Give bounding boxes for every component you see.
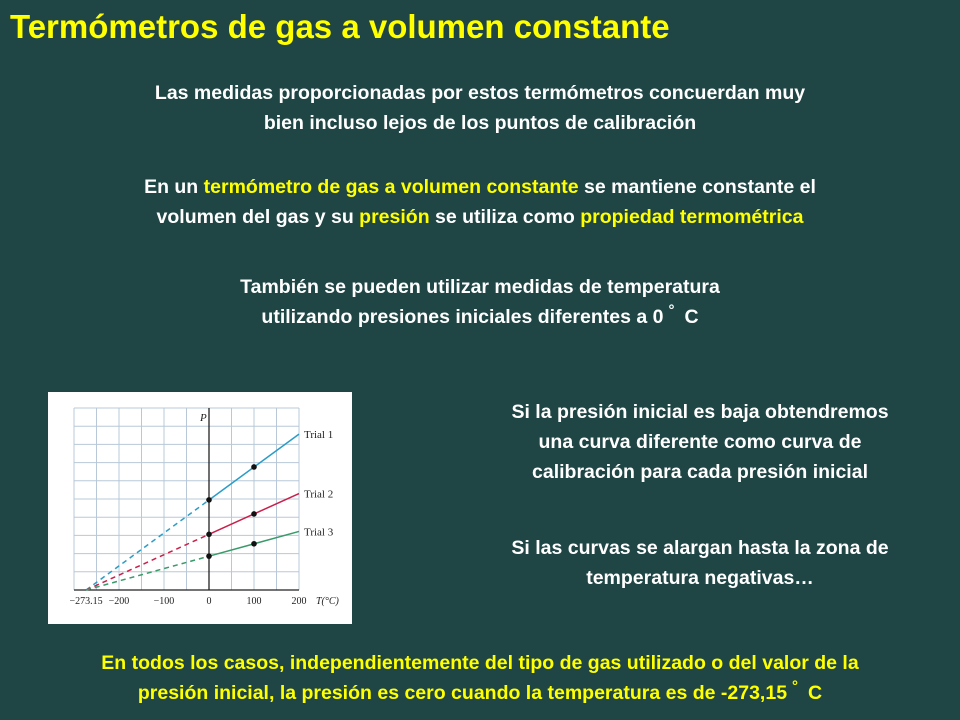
paragraph-line: En todos los casos, independientemente del tipo de gas utilizado o del valor de la xyxy=(101,652,859,674)
degree-symbol: ° xyxy=(792,678,799,695)
x-tick-label: 200 xyxy=(291,596,307,607)
paragraph-definition xyxy=(30,172,930,232)
text-segment: C xyxy=(808,682,823,704)
series-label: Trial 2 xyxy=(304,488,334,501)
series-label: Trial 3 xyxy=(304,526,334,539)
paragraph-line xyxy=(30,202,930,232)
paragraph-low-pressure xyxy=(450,397,950,487)
data-point xyxy=(251,511,257,517)
paragraph-line: temperatura negativas… xyxy=(586,567,814,589)
paragraph-line: Las medidas proporcionadas por estos termómetros concuerdan muy xyxy=(154,82,806,104)
chart-svg xyxy=(48,392,352,624)
paragraph-line xyxy=(30,172,930,202)
data-point xyxy=(251,541,257,547)
pressure-temperature-chart xyxy=(48,392,352,624)
paragraph-line: una curva diferente como curva de xyxy=(538,431,862,453)
paragraph-line: bien incluso lejos de los puntos de calibración xyxy=(263,112,697,134)
text-segment: presión inicial, la presión es cero cuando la temperatura es de -273,15 xyxy=(137,682,788,704)
x-tick-label: 0 xyxy=(206,596,212,607)
paragraph-line: También se pueden utilizar medidas de temperatura xyxy=(240,276,720,298)
data-point xyxy=(206,553,212,559)
y-axis-label: P xyxy=(200,412,207,424)
data-point xyxy=(206,532,212,538)
series-2-extrapolation xyxy=(86,534,209,590)
x-tick-label: −200 xyxy=(108,596,130,607)
paragraph-conclusion xyxy=(0,648,960,710)
highlight-text: termómetro de gas a volumen constante xyxy=(203,176,579,198)
text-segment: se utiliza como xyxy=(429,206,581,228)
highlight-text: presión xyxy=(359,206,430,228)
paragraph-line: Si las curvas se alargan hasta la zona de xyxy=(511,537,889,559)
series-3-extrapolation xyxy=(86,556,209,590)
data-point xyxy=(251,464,257,470)
page-title: Termómetros de gas a volumen constante xyxy=(10,8,670,45)
text-segment: volumen del gas y su xyxy=(156,206,360,228)
paragraph-line xyxy=(120,302,840,334)
paragraph-initial-pressures xyxy=(120,272,840,334)
text-segment: C xyxy=(684,306,699,328)
text-segment: se mantiene constante el xyxy=(578,176,816,198)
paragraph-calibration-accuracy xyxy=(60,78,900,138)
x-tick-label: −100 xyxy=(153,596,175,607)
series-label: Trial 1 xyxy=(304,429,334,442)
paragraph-line: calibración para cada presión inicial xyxy=(532,461,868,483)
x-tick-label: −273.15 xyxy=(69,596,103,607)
paragraph-extrapolation xyxy=(450,533,950,593)
text-segment: utilizando presiones iniciales diferentes a 0 xyxy=(261,306,664,328)
series-1-extrapolation xyxy=(86,500,209,590)
paragraph-line xyxy=(0,678,960,710)
text-segment: En un xyxy=(144,176,204,198)
highlight-text: propiedad termométrica xyxy=(580,206,804,228)
x-axis-label: T(°C) xyxy=(316,596,339,607)
x-tick-label: 100 xyxy=(246,596,262,607)
data-point xyxy=(206,497,212,503)
degree-symbol: ° xyxy=(668,302,675,319)
paragraph-line: Si la presión inicial es baja obtendremos xyxy=(511,401,889,423)
